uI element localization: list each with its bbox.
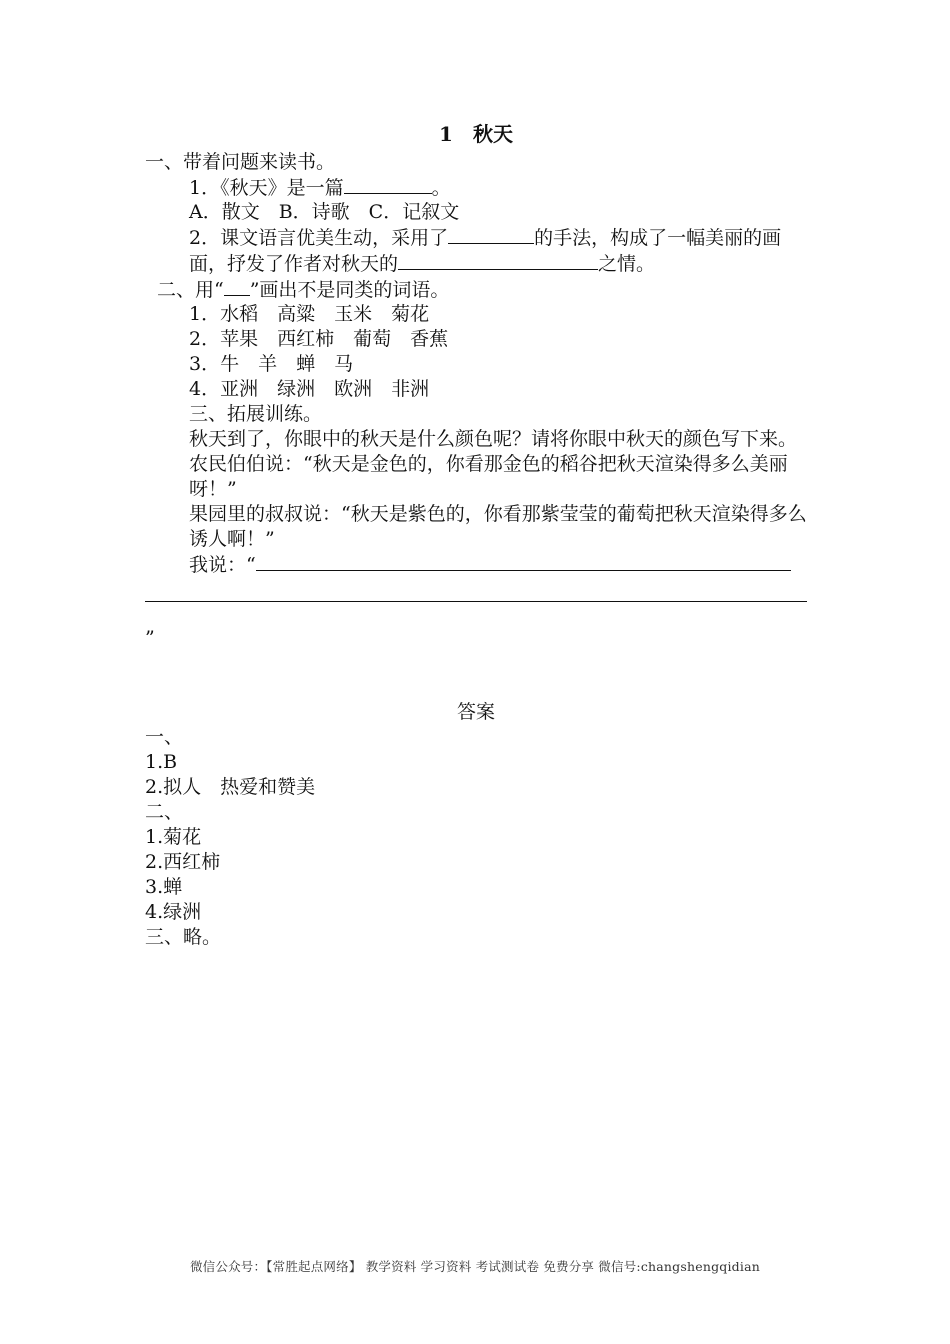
paragraph-2: 农民伯伯说：“秋天是金色的，你看那金色的稻谷把秋天渲染得多么美丽呀！” — [189, 453, 788, 500]
list-item: 2．苹果 西红柿 葡萄 香蕉 — [189, 328, 449, 350]
fill-blank — [398, 251, 598, 270]
question-1-text: 1．《秋天》是一篇 — [189, 177, 344, 199]
answer-line: 3.蝉 — [145, 876, 183, 898]
page-title: 1 秋天 — [439, 122, 513, 146]
section1-heading: 一、带着问题来读书。 — [145, 151, 336, 173]
question-2-mid: 的手法，构成了一幅美丽的画面，抒发了作者对秋天的 — [189, 227, 782, 275]
writing-line — [256, 552, 791, 571]
closing-quote: ” — [145, 627, 155, 649]
question-2-end: 之情。 — [598, 253, 656, 275]
question-2 — [145, 225, 807, 277]
paragraph-1: 秋天到了，你眼中的秋天是什么颜色呢？请将你眼中秋天的颜色写下来。 — [189, 428, 798, 450]
section2-heading — [145, 277, 807, 302]
answer-line: 4.绿洲 — [145, 901, 202, 923]
answer-line: 1.B — [145, 751, 178, 773]
fill-blank — [344, 175, 432, 194]
list-item: 1．水稻 高粱 玉米 菊花 — [189, 303, 430, 325]
paragraph-3: 果园里的叔叔说：“秋天是紫色的，你看那紫莹莹的葡萄把秋天渲染得多么诱人啊！” — [189, 503, 807, 550]
answer-line: 2.西红柿 — [145, 851, 221, 873]
answer-line: 2.拟人 热爱和赞美 — [145, 776, 316, 798]
section3-heading: 三、拓展训练。 — [189, 403, 323, 425]
answer-prompt — [145, 552, 807, 577]
fill-blank — [448, 225, 534, 244]
question-2-text: 2．课文语言优美生动，采用了 — [189, 227, 449, 249]
worksheet — [145, 118, 807, 950]
question-1-end: 。 — [431, 177, 451, 199]
page-footer: 微信公众号：【常胜起点网络】 教学资料 学习资料 考试测试卷 免费分享 微信号:changshengqidian — [189, 1259, 760, 1274]
answer-line: 二、 — [145, 801, 184, 823]
writing-line-2 — [145, 601, 807, 626]
answer-line: 1.菊花 — [145, 826, 202, 848]
answer-line: 三、略。 — [145, 926, 222, 948]
answer-prompt-text: 我说：“ — [189, 554, 256, 576]
question-1-options: A．散文 B．诗歌 C．记叙文 — [189, 201, 460, 223]
section2-heading-end: ”画出不是同类的词语。 — [249, 279, 450, 301]
list-item: 4．亚洲 绿洲 欧洲 非洲 — [189, 378, 430, 400]
underline-sample — [224, 277, 250, 296]
question-1 — [145, 175, 807, 200]
list-item: 3．牛 羊 蝉 马 — [189, 353, 354, 375]
section2-heading-text: 二、用“ — [157, 279, 224, 301]
answer-line: 一、 — [145, 726, 184, 748]
answers-title: 答案 — [456, 701, 495, 723]
closing-quote-line — [145, 626, 807, 651]
